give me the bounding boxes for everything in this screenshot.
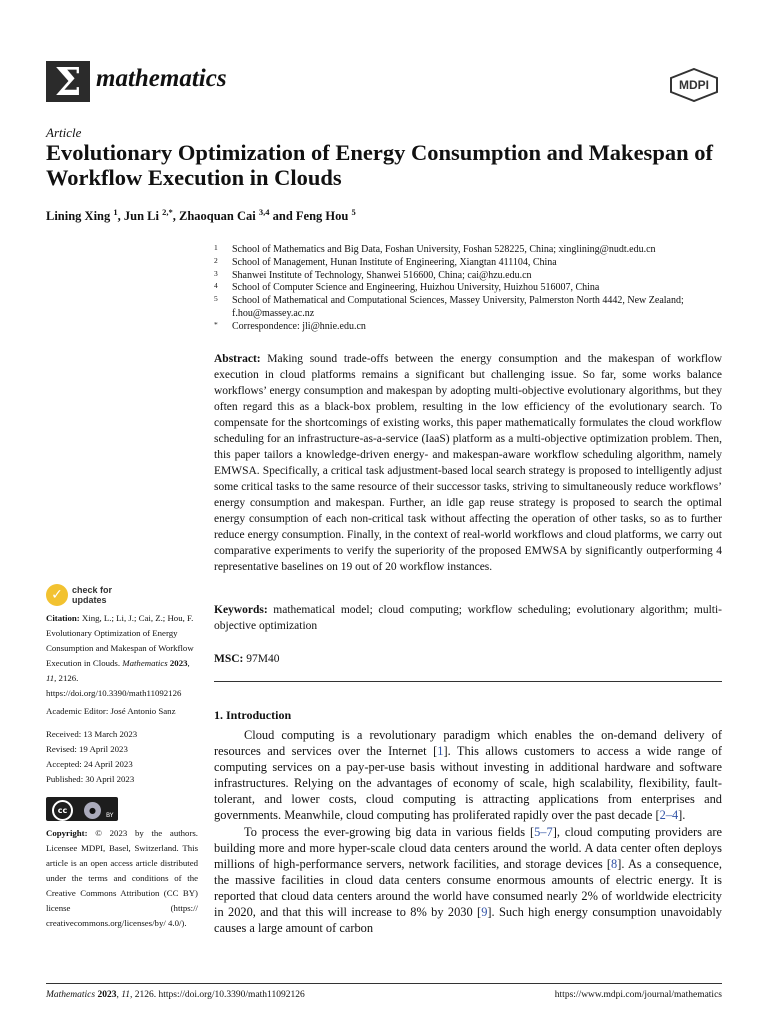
- reference-link[interactable]: 8: [611, 856, 618, 871]
- paragraph-text: ], cloud computing providers are building more and more hyper-scale cloud data centers around the world. A data center often deploys millions of high-performance servers, network facilities, and storage devices [: [214, 824, 722, 871]
- reference-link[interactable]: 2–4: [659, 808, 679, 823]
- copyright-label: Copyright:: [46, 828, 88, 838]
- by-label: BY: [106, 812, 114, 819]
- paragraph-text: To process the ever-growing big data in various fields [: [244, 824, 535, 839]
- affiliation-number: 1: [214, 243, 218, 252]
- keywords-label: Keywords:: [214, 604, 268, 616]
- check-updates-label: check for updates: [72, 585, 113, 605]
- affiliation-text: Correspondence: jli@hnie.edu.cn: [232, 320, 366, 332]
- svg-text:MDPI: MDPI: [679, 78, 709, 92]
- author-affiliation-marker: 5: [351, 207, 356, 217]
- accepted-date: Accepted: 24 April 2023: [46, 759, 133, 769]
- paragraph-text: ]. Such high energy consumption unavoidably causes a large amount of carbon: [214, 905, 722, 936]
- keywords-text: mathematical model; cloud computing; workflow scheduling; evolutionary algorithm; multi-objective optimization: [214, 604, 722, 632]
- affiliation-number: *: [214, 319, 218, 329]
- section-divider: [214, 681, 722, 682]
- msc-code: 97M40: [246, 653, 280, 665]
- copyright-text: © 2023 by the authors. Licensee MDPI, Basel, Switzerland. This article is an open access article distributed under the terms and conditions of the Creative Commons Attribution (CC BY) license (https:// creativecommons.org/licenses/by/ 4.0/).: [46, 828, 199, 928]
- citation: Citation: Xing, L.; Li, J.; Cai, Z.; Hou, F. Evolutionary Optimization of Energy Consumption and Makespan of Workflow Execution in Clouds. Mathematics 2023, 11, 2126. https://doi.org/10.3390/math11092126: [46, 613, 194, 698]
- journal-url-link[interactable]: https://www.mdpi.com/journal/mathematics: [554, 990, 722, 1000]
- author-name: Feng Hou: [295, 209, 352, 224]
- keywords: [214, 602, 722, 634]
- affiliation-text: School of Computer Science and Engineering, Huizhou University, Huizhou 516007, China: [232, 282, 600, 294]
- journal-name: mathematics: [96, 65, 227, 92]
- affiliation-number: 5: [214, 294, 218, 304]
- paragraph-text: ].: [678, 808, 686, 823]
- reference-link[interactable]: 9: [481, 905, 488, 920]
- footer-divider: [46, 983, 722, 984]
- author-list: [46, 203, 356, 225]
- affiliation-number: 2: [214, 255, 218, 265]
- affiliation-item: [214, 295, 726, 321]
- intro-paragraph-1: [214, 727, 722, 824]
- check-for-updates-badge[interactable]: [46, 584, 166, 608]
- introduction-body: [214, 727, 722, 936]
- affiliation-number: 3: [214, 268, 218, 278]
- mdpi-logo-icon: [667, 68, 721, 102]
- author-name: Zhaoquan Cai: [178, 209, 259, 224]
- abstract-label: Abstract:: [214, 353, 261, 365]
- reference-link[interactable]: 5–7: [534, 824, 553, 839]
- revised-date: Revised: 19 April 2023: [46, 744, 128, 754]
- author-name: Lining Xing: [46, 209, 114, 224]
- affiliation-text: Shanwei Institute of Technology, Shanwei 516600, China; cai@hzu.edu.cn: [232, 269, 532, 281]
- cc-by-license-icon[interactable]: [46, 797, 118, 821]
- author-affiliation-marker: 1: [113, 207, 118, 217]
- author-separator: and: [269, 209, 296, 224]
- affiliation-text: School of Management, Hunan Institute of Engineering, Xiangtan 411104, China: [232, 256, 557, 268]
- msc-label: MSC:: [214, 653, 244, 665]
- journal-logo-icon: Σ: [46, 61, 90, 102]
- published-date: Published: 30 April 2023: [46, 774, 135, 784]
- affiliation-item: [214, 270, 726, 283]
- abstract-text: Making sound trade-offs between the energy consumption and the makespan of workflow execution in cloud platforms remains a significant but challenging issue. So far, some works balance workflows’ energy consumption and makespan by adopting multi-objective evolutionary algorithms, but they often regard this as a black-box problem, resulting in the low efficiency of the evolutionary search. To compensate for the shortcomings of existing works, this paper mathematically formulates the cloud workflow scheduling for an infrastructure-as-a-service (IaaS) platform as a multi-objective optimization problem. Then, this paper tailors a knowledge-driven energy- and makespan-aware workflow scheduling algorithm, namely EMWSA. Specifically, a critical task adjustment-based local search strategy is proposed to intelligently adjust some critical tasks to the same resource of their successor tasks, striving to simultaneously reduce workflows’ energy consumption and makespan. Further, an idle gap reuse strategy is proposed to search the optimal energy consumption of each non-critical task without affecting the operation of other tasks, so as to further reduce energy consumption. Finally, in the context of real-world workflows and cloud platforms, we carry out comparative experiments to verify the superiority of the proposed EMWSA by significantly outperforming 4 representative baselines on 19 out of 20 workflow instances.: [214, 353, 722, 573]
- reference-link[interactable]: 1: [437, 744, 444, 759]
- cc-icon: cc: [52, 800, 73, 821]
- affiliation-item: [214, 244, 726, 257]
- academic-editor: Academic Editor: José Antonio Sanz: [46, 706, 176, 716]
- paragraph-text: ]. As a consequence, the massive facilities in cloud data centers consume enormous amounts of electric energy. It is reported that cloud data centers around the world have consumed nearly 2% of worldwide electricity in 2020, and that this will increase to 8% by 2030 [: [214, 856, 723, 920]
- check-icon: ✓: [46, 584, 68, 606]
- affiliation-item: [214, 257, 726, 270]
- author-name: Jun Li: [123, 209, 163, 224]
- affiliation-item: [214, 282, 726, 295]
- affiliation-number: 4: [214, 281, 218, 291]
- author-affiliation-marker: 3,4: [258, 207, 270, 217]
- affiliation-item: [214, 321, 726, 334]
- affiliation-list: [214, 244, 726, 334]
- paragraph-text: Cloud computing is a revolutionary paradigm which enables the on-demand delivery of resources and services over the Internet [: [214, 728, 722, 759]
- section-heading: 1. Introduction: [214, 708, 292, 722]
- received-date: Received: 13 March 2023: [46, 729, 138, 739]
- author-separator: ,: [172, 209, 179, 224]
- affiliation-text: School of Mathematical and Computational Sciences, Massey University, Palmerston North 4442, New Zealand; f.hou@massey.ac.nz: [232, 295, 684, 319]
- paragraph-text: ]. This allows customers to access a wide range of computing services on a pay-per-use basis without investing in additional hardware and software infrastructures. Relying on the advantages of economy of scale, high scalability, flexibility, fault-tolerant, and lower costs, cloud computing is attracting applications from enterprises and governments. Meanwhile, cloud computing has proliferated rapidly over the past decade [: [214, 744, 723, 823]
- article-type: Article: [46, 125, 82, 140]
- person-icon: ●: [82, 800, 103, 821]
- author-affiliation-marker: 2,*: [162, 207, 173, 217]
- publication-dates: [46, 727, 198, 787]
- page-footer: Mathematics 2023, 11, 2126. https://doi.org/10.3390/math11092126 https://www.mdpi.com/journal/mathematics: [46, 990, 722, 1000]
- abstract: [214, 351, 722, 575]
- copyright-notice: [46, 826, 198, 931]
- article-title: Evolutionary Optimization of Energy Consumption and Makespan of Workflow Execution in Clouds: [46, 140, 713, 190]
- intro-paragraph-2: [214, 824, 722, 937]
- author-separator: ,: [117, 209, 124, 224]
- citation-label: Citation:: [46, 613, 80, 623]
- msc: [214, 651, 722, 667]
- affiliation-text: School of Mathematics and Big Data, Foshan University, Foshan 528225, China; xinglining@nudt.edu.cn: [232, 244, 656, 255]
